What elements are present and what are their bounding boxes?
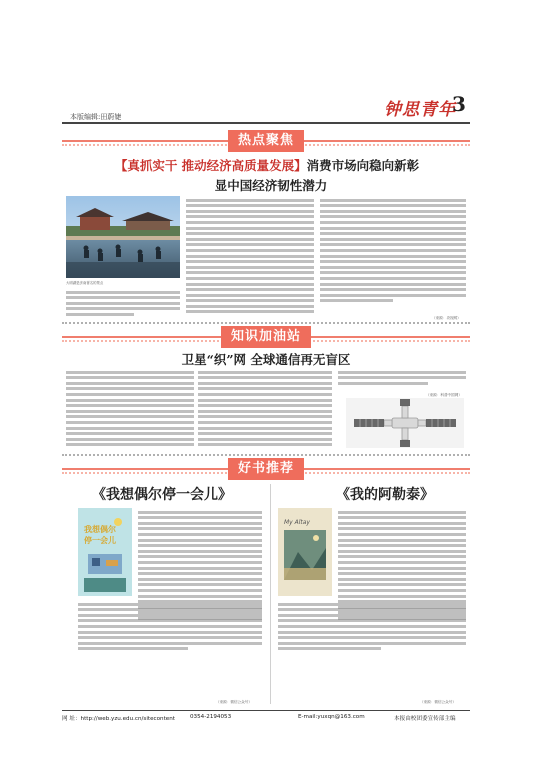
section-title-hot: 热点聚焦 [228,130,304,152]
section-title-books: 好书推荐 [228,458,304,480]
section-separator-2 [62,454,470,456]
page-editor: 本版编辑:田蔚婕 [70,113,122,121]
hot-article-col-1 [66,288,180,322]
hot-source: （来源：央视网） [432,316,461,320]
photo-caption: 大明湖是济南著名的景点 [66,281,104,285]
svg-text:停一会儿: 停一会儿 [84,536,116,545]
book-left-source: （来源：微信公众号） [216,700,252,704]
hot-article-col-3 [320,196,466,316]
header-rule [62,122,470,124]
book-title-right: 《我的阿勒泰》 [336,487,434,503]
book-left-text-2 [78,600,262,654]
science-article-col-1 [66,368,194,452]
section-banner-books [62,458,470,480]
page-number: 3 [452,92,466,116]
science-article-col-3 [338,368,466,390]
svg-text:我想偶尔: 我想偶尔 [84,525,116,534]
book-cover-right [278,508,332,596]
book-right-source: （来源：微信公众号） [420,700,456,704]
science-headline: 卫星“织”网 全球通信再无盲区 [181,352,351,367]
hot-headline-line1 [64,156,470,174]
footer-website: 网 址：http://web.yzu.edu.cn/sitecontent [62,716,175,722]
book-divider [270,484,271,704]
book-right-text-2 [278,600,466,654]
book-cover-left [78,508,132,596]
footer-publisher: 本报由校团委宣传部主编 [394,716,456,722]
book-title-left: 《我想偶尔停一会儿》 [92,487,232,503]
footer-rule [62,710,470,711]
hot-headline-main: 消费市场向稳向新彰 [306,158,420,173]
space-station-image [346,398,464,448]
section-separator-1 [62,322,470,324]
daming-lake-photo [66,196,180,278]
hot-headline-line2: 显中国经济韧性潜力 [214,178,328,193]
section-title-science: 知识加油站 [221,326,311,348]
svg-text:My Altay: My Altay [284,519,310,526]
section-banner-science [62,326,470,348]
science-article-col-2 [198,368,332,452]
footer-email: E-mail:yuxqn@163.com [298,714,365,720]
newspaper-brand: 钟思青年 [384,100,456,120]
hot-headline-tag: 【真抓实干 推动经济高质量发展】 [114,158,307,173]
hot-article-col-2 [186,196,314,322]
science-source: （来源：科普中国网） [426,393,462,397]
section-banner-hot [62,130,470,152]
footer-phone: 0354-2194053 [190,714,232,720]
